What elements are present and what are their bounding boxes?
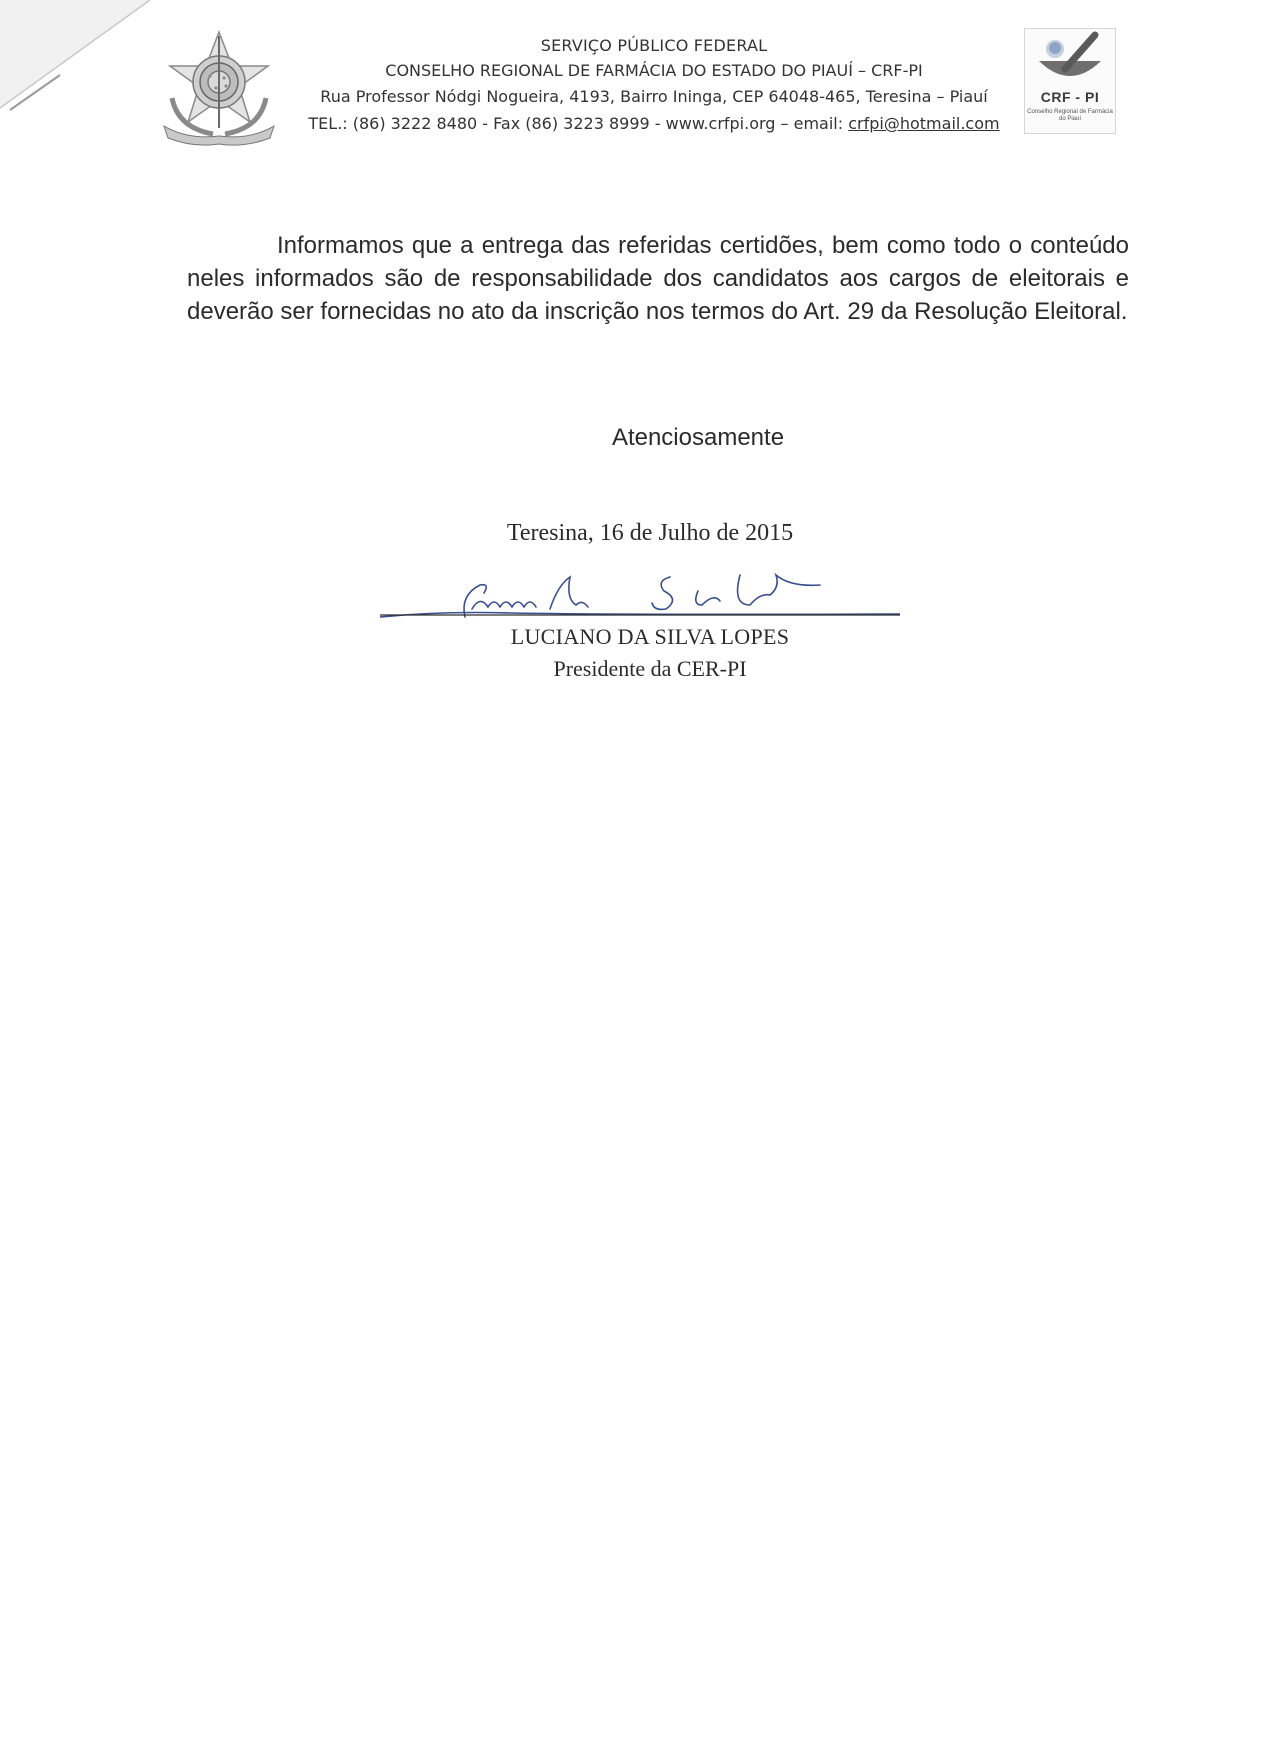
handwritten-signature — [380, 565, 900, 625]
date-line: Teresina, 16 de Julho de 2015 — [506, 520, 794, 546]
header-line-address: Rua Professor Nódgi Nogueira, 4193, Bairro Ininga, CEP 64048-465, Teresina – Piauí — [320, 87, 988, 106]
body-paragraph: Informamos que a entrega das referidas certidões, bem como todo o conteúdo neles informados são de responsabilidade dos candidatos aos cargos de eleitorais e deverão ser fornecidas no ato da inscrição nos termos do Art. 29 da Resolução Eleitoral. — [187, 232, 1129, 325]
header-line-council: CONSELHO REGIONAL DE FARMÁCIA DO ESTADO DO PIAUÍ – CRF-PI — [385, 61, 923, 80]
mortar-pestle-icon — [1025, 29, 1115, 89]
email-link[interactable]: crfpi@hotmail.com — [848, 114, 1000, 133]
crf-logo — [1024, 28, 1116, 134]
signatory-name: LUCIANO DA SILVA LOPES — [510, 624, 790, 649]
closing-salutation: Atenciosamente — [611, 424, 785, 451]
contact-info: TEL.: (86) 3222 8480 - Fax (86) 3223 8999 - www.crfpi.org – email: — [308, 114, 849, 133]
scan-artifact — [0, 0, 170, 120]
letterhead — [285, 34, 1023, 137]
crf-logo-label: CRF - PI — [1040, 89, 1100, 105]
crf-logo-subtitle: Conselho Regional de Farmácia do Piauí — [1027, 109, 1113, 122]
header-line-contact — [285, 110, 1023, 137]
header-line-service: SERVIÇO PÚBLICO FEDERAL — [540, 36, 768, 55]
signatory-role: Presidente da CER-PI — [553, 656, 747, 681]
coat-of-arms-icon — [158, 28, 280, 146]
